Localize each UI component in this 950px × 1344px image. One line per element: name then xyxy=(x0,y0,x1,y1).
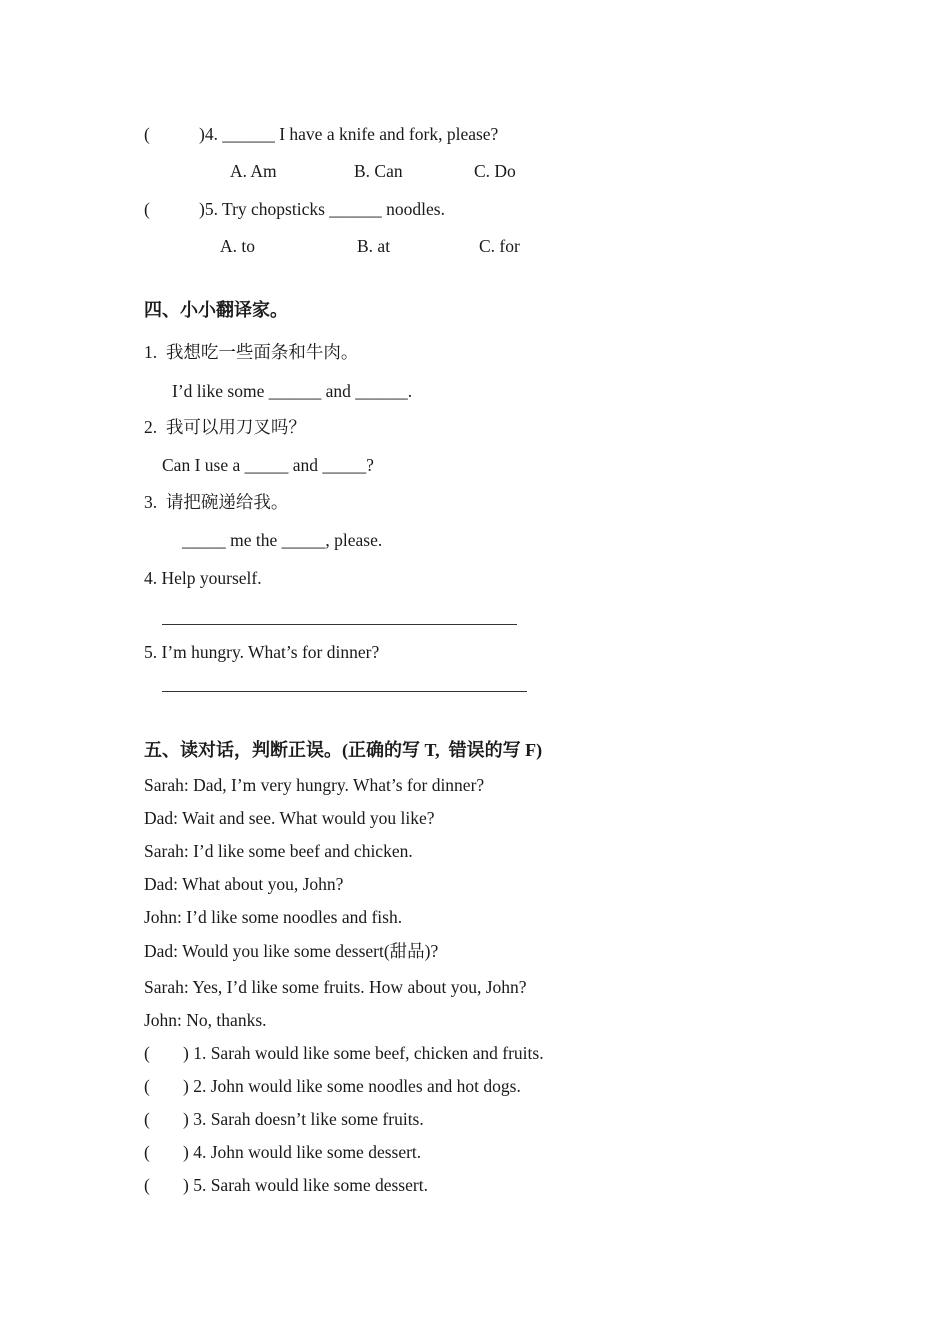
translation-2-prompt: 2. 我可以用刀叉吗？ xyxy=(144,417,306,437)
translation-2-answer: Can I use a _____ and _____? xyxy=(162,455,374,475)
q5-option-a: A. to xyxy=(220,236,255,256)
statement-1-paren: ( xyxy=(144,1043,150,1063)
translation-3-prompt: 3. 请把碗递给我。 xyxy=(144,492,289,512)
statement-5: ) 5. Sarah would like some dessert. xyxy=(183,1175,428,1195)
dialogue-line-3: Sarah: I’d like some beef and chicken. xyxy=(144,841,413,861)
translation-1-prompt: 1. 我想吃一些面条和牛肉。 xyxy=(144,342,359,362)
translation-3-answer: _____ me the _____, please. xyxy=(182,530,383,550)
q5-paren: ( xyxy=(144,199,150,219)
statement-2: ) 2. John would like some noodles and hot dogs. xyxy=(183,1076,521,1096)
section-5-heading: 五、读对话，判断正误。(正确的写 T, 错误的写 F) xyxy=(144,740,543,760)
section-4-heading: 四、小小翻译家。 xyxy=(144,300,288,320)
dialogue-line-5: John: I’d like some noodles and fish. xyxy=(144,907,403,927)
q5-option-c: C. for xyxy=(479,236,520,256)
translation-5-answer-line xyxy=(162,691,527,692)
q5-option-b: B. at xyxy=(357,236,391,256)
statement-3: ) 3. Sarah doesn’t like some fruits. xyxy=(183,1109,424,1129)
statement-4-paren: ( xyxy=(144,1142,150,1162)
dialogue-line-8: John: No, thanks. xyxy=(144,1010,267,1030)
translation-4-prompt: 4. Help yourself. xyxy=(144,568,262,588)
dialogue-line-2: Dad: Wait and see. What would you like? xyxy=(144,808,435,828)
statement-4: ) 4. John would like some dessert. xyxy=(183,1142,422,1162)
q4-option-c: C. Do xyxy=(474,161,516,181)
q4-option-b: B. Can xyxy=(354,161,403,181)
statement-3-paren: ( xyxy=(144,1109,150,1129)
dialogue-line-6: Dad: Would you like some dessert(甜品)? xyxy=(144,941,439,961)
translation-4-answer-line xyxy=(162,624,517,625)
statement-2-paren: ( xyxy=(144,1076,150,1096)
q4-option-a: A. Am xyxy=(230,161,277,181)
translation-5-prompt: 5. I’m hungry. What’s for dinner? xyxy=(144,642,380,662)
statement-5-paren: ( xyxy=(144,1175,150,1195)
translation-1-answer: I’d like some ______ and ______. xyxy=(172,381,413,401)
dialogue-line-7: Sarah: Yes, I’d like some fruits. How about you, John? xyxy=(144,977,527,997)
q4-question: )4. ______ I have a knife and fork, please? xyxy=(199,124,499,144)
dialogue-line-4: Dad: What about you, John? xyxy=(144,874,344,894)
dialogue-line-1: Sarah: Dad, I’m very hungry. What’s for dinner? xyxy=(144,775,485,795)
q4-paren: ( xyxy=(144,124,150,144)
statement-1: ) 1. Sarah would like some beef, chicken and fruits. xyxy=(183,1043,544,1063)
q5-question: )5. Try chopsticks ______ noodles. xyxy=(199,199,445,219)
